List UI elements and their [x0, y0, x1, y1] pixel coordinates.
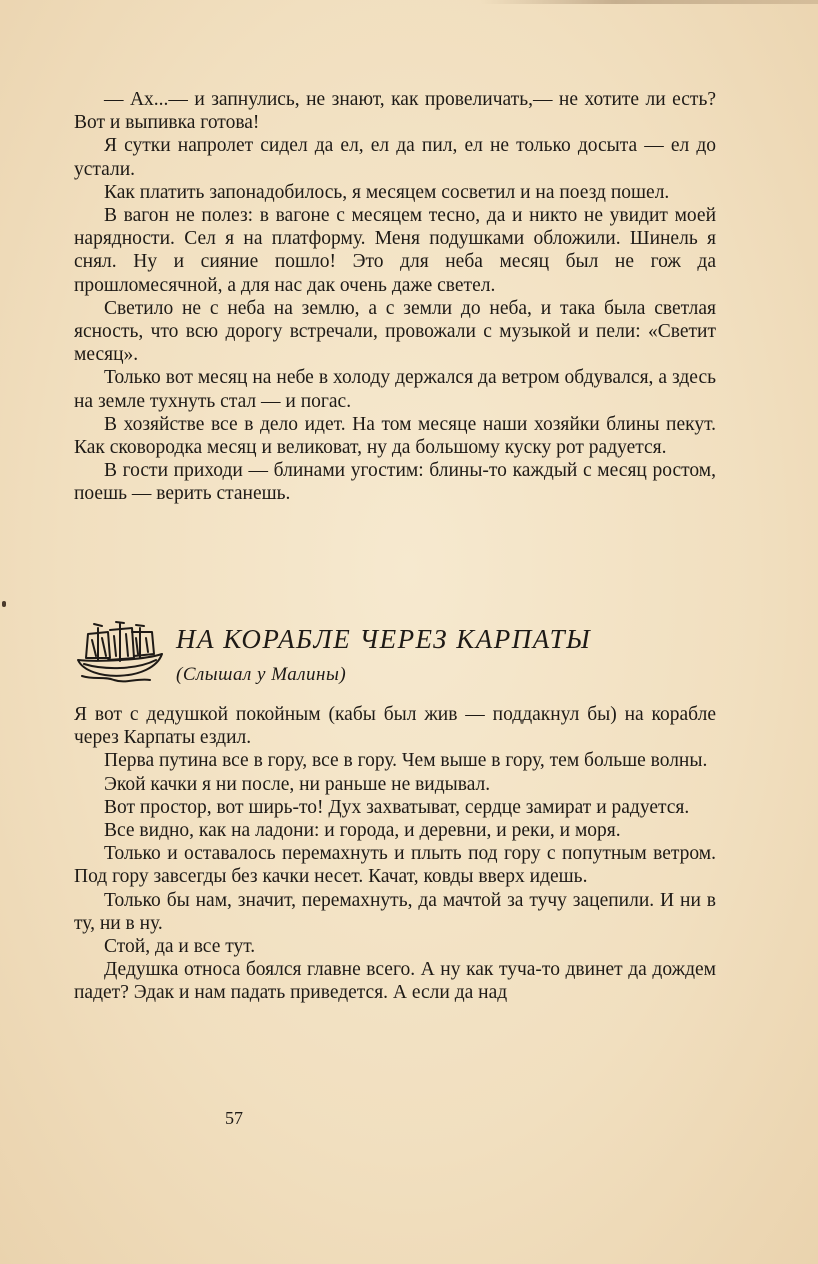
paragraph: Перва путина все в гору, все в гору. Чем выше в гору, тем больше волны. [104, 750, 708, 772]
paragraph: — Ах...— и запнулись, не знают, как провеличать,— не хотите ли есть? Вот и выпивка готова! [74, 89, 716, 134]
paragraph: В вагон не полез: в вагоне с месяцем тесно, да и никто не увидит моей нарядности. Сел я на платформу. Меня подушками обложили. Шинель я снял. Ну и сияние пошло! Это для неба месяц был не гож да прошломесячной, а для нас дак очень даже светел. [74, 205, 716, 296]
paragraph: Экой качки я ни после, ни раньше не видывал. [104, 773, 491, 795]
ink-speck [2, 601, 6, 607]
sailing-ship-icon [74, 620, 166, 686]
paragraph: Только и оставалось перемахнуть и плыть под гору с попутным ветром. Под гору завсегды без качки несет. Качат, ковды вверх идешь. [74, 843, 716, 888]
paragraph: Только бы нам, значит, перемахнуть, да мачтой за тучу зацепили. И ни в ту, ни в ну. [74, 889, 716, 934]
paragraph: В хозяйстве все в дело идет. На том месяце наши хозяйки блины пекут. Как сковородка месяц и великоват, ну да большому куску рот радуется. [74, 413, 716, 459]
story-continuation [74, 88, 716, 506]
story-text [74, 703, 716, 1005]
paragraph: Вот простор, вот ширь-то! Дух захватыват, сердце замират и радуется. [104, 796, 690, 818]
paragraph: Я вот с дедушкой покойным (кабы был жив — поддакнул бы) на корабле через Карпаты ездил. [74, 704, 716, 749]
paragraph: Как платить запонадобилось, я месяцем сосветил и на поезд пошел. [104, 181, 670, 203]
paragraph: Стой, да и все тут. [104, 936, 256, 958]
paragraph: Дедушка относа боялся главне всего. А ну как туча-то двинет да дождем падет? Эдак и нам падать приведется. А если да над [74, 959, 716, 1004]
paragraph: Я сутки напролет сидел да ел, ел да пил, ел не только досыта — ел до устали. [74, 135, 716, 180]
section-subtitle: (Слышал у Малины) [176, 664, 347, 685]
section-title: НА КОРАБЛЕ ЧЕРЕЗ КАРПАТЫ [176, 624, 592, 654]
paragraph: В гости приходи — блинами угостим: блины-то каждый с месяц ростом, поешь — верить станешь. [74, 460, 716, 505]
page-edge-shadow [480, 0, 818, 4]
paragraph: Все видно, как на ладони: и города, и деревни, и реки, и моря. [104, 820, 621, 842]
page-number: 57 [225, 1108, 243, 1128]
paragraph: Только вот месяц на небе в холоду держался да ветром обдувался, а здесь на земле тухнуть стал — и погас. [74, 367, 716, 412]
paragraph: Светило не с неба на землю, а с земли до неба, и така была светлая ясность, что всю дорогу встречали, провожали с музыкой и пели: «Светит месяц». [74, 297, 716, 366]
